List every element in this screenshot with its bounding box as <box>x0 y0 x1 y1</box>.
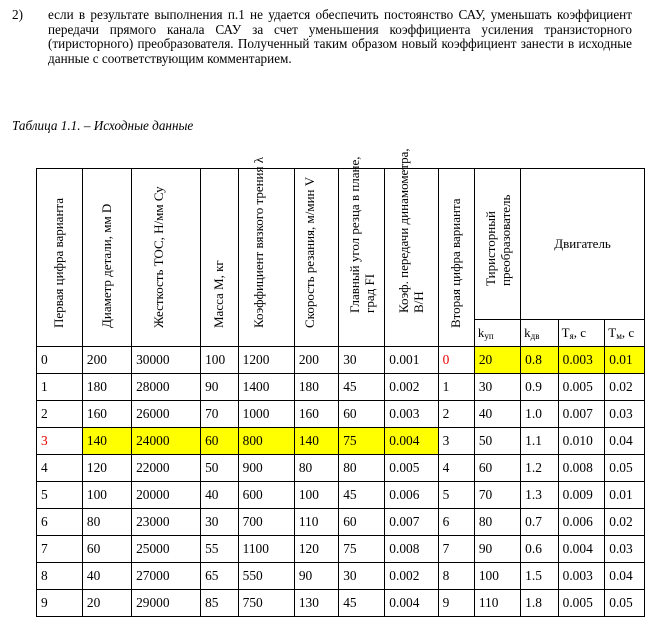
table-cell: 120 <box>82 455 131 482</box>
table-cell: 0.002 <box>385 563 438 590</box>
table-row <box>37 482 645 509</box>
table-cell: 5 <box>37 482 83 509</box>
table-cell: 0.003 <box>385 401 438 428</box>
table-cell: 30000 <box>132 347 201 374</box>
table-cell: 1 <box>37 374 83 401</box>
table-cell: 80 <box>474 509 520 536</box>
table-cell: 75 <box>339 428 385 455</box>
table-cell: 180 <box>294 374 338 401</box>
table-cell: 900 <box>238 455 294 482</box>
table-cell: 1100 <box>238 536 294 563</box>
table-cell: 7 <box>37 536 83 563</box>
table-cell: 45 <box>339 590 385 617</box>
table-cell: 0.03 <box>605 536 645 563</box>
table-cell: 100 <box>474 563 520 590</box>
table-cell: 0.004 <box>558 536 605 563</box>
list-number: 2) <box>12 7 23 22</box>
table-cell: 4 <box>37 455 83 482</box>
table-cell: 45 <box>339 374 385 401</box>
table-cell: 0.02 <box>605 374 645 401</box>
table-cell: 0.008 <box>558 455 605 482</box>
table-cell: 80 <box>339 455 385 482</box>
table-cell: 0.007 <box>385 509 438 536</box>
header-second-digit: Вторая цифра варианта <box>438 169 474 347</box>
table-row <box>37 536 645 563</box>
table-cell: 1.0 <box>521 401 558 428</box>
table-cell: 6 <box>37 509 83 536</box>
table-cell: 60 <box>201 428 239 455</box>
table-cell: 80 <box>82 509 131 536</box>
table-cell: 140 <box>294 428 338 455</box>
table-cell: 200 <box>294 347 338 374</box>
table-cell: 7 <box>438 536 474 563</box>
header-viscous-friction: Коэффициент вязкого трения λ <box>238 169 294 347</box>
table-cell: 550 <box>238 563 294 590</box>
header-mass: Масса М, кг <box>201 169 239 347</box>
table-cell: 0.05 <box>605 455 645 482</box>
table-cell: 160 <box>82 401 131 428</box>
table-cell: 85 <box>201 590 239 617</box>
header-k-dv: $k_{дв}$ <box>521 320 558 347</box>
table-cell: 40 <box>201 482 239 509</box>
table-cell: 25000 <box>132 536 201 563</box>
table-cell: 180 <box>82 374 131 401</box>
table-cell: 0.004 <box>385 590 438 617</box>
table-cell: 0.005 <box>558 374 605 401</box>
table-row <box>37 374 645 401</box>
table-cell: 50 <box>201 455 239 482</box>
table-cell: 600 <box>238 482 294 509</box>
table-cell: 0.04 <box>605 428 645 455</box>
table-cell: 40 <box>82 563 131 590</box>
table-cell: 0.01 <box>605 347 645 374</box>
table-cell: 1.5 <box>521 563 558 590</box>
table-row <box>37 455 645 482</box>
table-cell: 70 <box>201 401 239 428</box>
table-cell: 60 <box>339 401 385 428</box>
table-cell: 140 <box>82 428 131 455</box>
table-cell: 8 <box>438 563 474 590</box>
table-cell: 90 <box>474 536 520 563</box>
table-cell: 8 <box>37 563 83 590</box>
table-cell: 30 <box>339 347 385 374</box>
table-cell: 160 <box>294 401 338 428</box>
table-cell: 0.008 <box>385 536 438 563</box>
table-caption: Таблица 1.1. – Исходные данные <box>12 118 194 133</box>
table-cell: 65 <box>201 563 239 590</box>
header-row <box>37 169 645 320</box>
table-cell: 0.003 <box>558 347 605 374</box>
header-cutting-speed: Скорость резания, м/мин V <box>294 169 338 347</box>
header-t-m: $T_м$, с <box>605 320 645 347</box>
table-cell: 0 <box>438 347 474 374</box>
source-data-table <box>36 148 645 617</box>
table-cell: 0.006 <box>558 509 605 536</box>
table-cell: 30 <box>201 509 239 536</box>
table-cell: 0.009 <box>558 482 605 509</box>
table-cell: 110 <box>474 590 520 617</box>
table-cell: 750 <box>238 590 294 617</box>
table-cell: 110 <box>294 509 338 536</box>
table-cell: 0.007 <box>558 401 605 428</box>
table-cell: 75 <box>339 536 385 563</box>
table-cell: 6 <box>438 509 474 536</box>
table-cell: 30 <box>474 374 520 401</box>
table-cell: 0.7 <box>521 509 558 536</box>
table-cell: 90 <box>201 374 239 401</box>
table-cell: 50 <box>474 428 520 455</box>
table-cell: 100 <box>82 482 131 509</box>
table-cell: 0.005 <box>385 455 438 482</box>
header-dynamometer-coef: Коэф. передачи динамометра, В/Н <box>385 169 438 347</box>
table-cell: 1.8 <box>521 590 558 617</box>
table-row <box>37 563 645 590</box>
table-cell: 3 <box>438 428 474 455</box>
table-cell: 80 <box>294 455 338 482</box>
table-row <box>37 428 645 455</box>
table-cell: 1.3 <box>521 482 558 509</box>
table-cell: 0.003 <box>558 563 605 590</box>
table-cell: 20 <box>82 590 131 617</box>
table-cell: 700 <box>238 509 294 536</box>
table-row <box>37 509 645 536</box>
table-cell: 2 <box>37 401 83 428</box>
table-cell: 0 <box>37 347 83 374</box>
table-cell: 23000 <box>132 509 201 536</box>
header-converter: Тиристорный преобразователь <box>474 169 520 320</box>
table-cell: 4 <box>438 455 474 482</box>
paragraph-text: если в результате выполнения п.1 не удается обеспечить постоянство САУ, уменьшать коэффициент передачи прямого канала САУ за счет уменьшения коэффициента усиления транзисторного (тиристорного) преобразователя. Полученный таким образом новый коэффициент занести в исходные данные с соответствующим комментарием. <box>48 7 632 66</box>
table-cell: 0.006 <box>385 482 438 509</box>
table-cell: 1000 <box>238 401 294 428</box>
table-cell: 5 <box>438 482 474 509</box>
table-cell: 0.9 <box>521 374 558 401</box>
table-cell: 1.2 <box>521 455 558 482</box>
table-cell: 0.004 <box>385 428 438 455</box>
table-row <box>37 401 645 428</box>
table-cell: 70 <box>474 482 520 509</box>
table-cell: 1200 <box>238 347 294 374</box>
table-cell: 28000 <box>132 374 201 401</box>
table-cell: 40 <box>474 401 520 428</box>
instruction-paragraph <box>12 8 632 66</box>
table-cell: 0.6 <box>521 536 558 563</box>
table-cell: 24000 <box>132 428 201 455</box>
table-cell: 27000 <box>132 563 201 590</box>
table-cell: 100 <box>201 347 239 374</box>
table-cell: 3 <box>37 428 83 455</box>
table-cell: 60 <box>339 509 385 536</box>
table-cell: 200 <box>82 347 131 374</box>
table-cell: 0.01 <box>605 482 645 509</box>
table-cell: 0.02 <box>605 509 645 536</box>
table-cell: 1.1 <box>521 428 558 455</box>
table-cell: 0.005 <box>558 590 605 617</box>
table-cell: 60 <box>474 455 520 482</box>
table-cell: 0.002 <box>385 374 438 401</box>
table-cell: 20000 <box>132 482 201 509</box>
table-cell: 800 <box>238 428 294 455</box>
table-cell: 0.03 <box>605 401 645 428</box>
table-cell: 130 <box>294 590 338 617</box>
table-cell: 0.010 <box>558 428 605 455</box>
table-cell: 45 <box>339 482 385 509</box>
table-cell: 0.8 <box>521 347 558 374</box>
table-cell: 1 <box>438 374 474 401</box>
table-row <box>37 347 645 374</box>
table-cell: 9 <box>37 590 83 617</box>
table-cell: 0.001 <box>385 347 438 374</box>
table-cell: 29000 <box>132 590 201 617</box>
table-cell: 9 <box>438 590 474 617</box>
header-motor: Двигатель <box>521 169 645 320</box>
header-first-digit: Первая цифра варианта <box>37 169 83 347</box>
table-cell: 100 <box>294 482 338 509</box>
header-stiffness: Жесткость ТОС, Н/мм Су <box>132 169 201 347</box>
table-cell: 0.05 <box>605 590 645 617</box>
table-row <box>37 590 645 617</box>
header-cutter-angle: Главный угол резца в плане, град FI <box>339 169 385 347</box>
header-k-up: $k_{уп}$ <box>474 320 520 347</box>
table-cell: 55 <box>201 536 239 563</box>
table-cell: 2 <box>438 401 474 428</box>
table-cell: 120 <box>294 536 338 563</box>
table-cell: 20 <box>474 347 520 374</box>
table-cell: 60 <box>82 536 131 563</box>
table-cell: 1400 <box>238 374 294 401</box>
table-cell: 0.04 <box>605 563 645 590</box>
table-cell: 26000 <box>132 401 201 428</box>
header-diameter: Диаметр детали, мм D <box>82 169 131 347</box>
table-cell: 22000 <box>132 455 201 482</box>
table-cell: 30 <box>339 563 385 590</box>
table-cell: 90 <box>294 563 338 590</box>
header-t-ya: $T_я$, с <box>558 320 605 347</box>
